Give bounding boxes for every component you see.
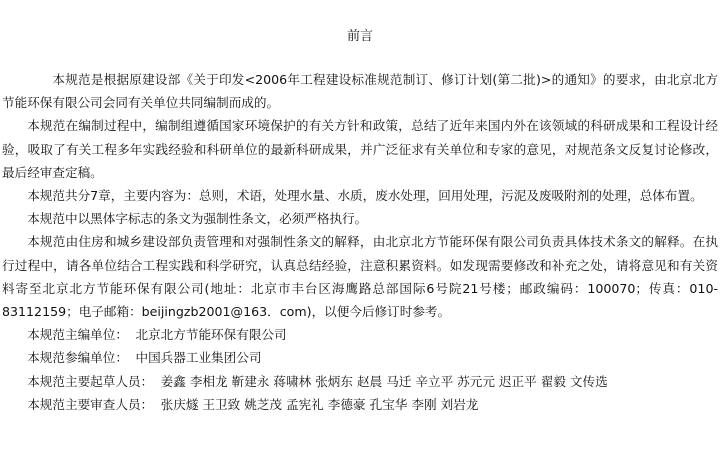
- chief-editor-line: [2, 323, 718, 346]
- document-body: [2, 68, 718, 416]
- reviewers-value: 张庆燧 王卫致 姚芝茂 孟宪礼 李德豪 孔宝华 李刚 刘岩龙: [160, 396, 479, 412]
- page-title: 前言: [346, 29, 373, 44]
- paragraph-process: 本规范在编制过程中，编制组遵循国家环境保护的有关方针和政策，总结了近年来国内外在该领域的科研成果和工程设计经验，吸取了有关工程多年实践经验和科研单位的最新科研成果，并广泛征求有关单位和专家的意见，对规范条文反复讨论修改，最后经审查定稿。: [2, 118, 718, 180]
- paragraph-origin: 本规范是根据原建设部《关于印发<2006年工程建设标准规范制订、修订计划(第二批)>的通知》的要求，由北京北方节能环保有限公司会同有关单位共同编制而成的。: [2, 72, 718, 111]
- participating-editor-label: 本规范参编单位：: [27, 350, 128, 366]
- paragraph-management: 本规范由住房和城乡建设部负责管理和对强制性条文的解释，由北京北方节能环保有限公司负责具体技术条文的解释。在执行过程中，请各单位结合工程实践和科学研究，认真总结经验，注意积累资料。如发现需要修改和补充之处，请将意见和有关资料寄至北京北方节能环保有限公司(地址：北京市丰台区海鹰路总部国际6号院21号楼；邮政编码：100070；传真：010-83112159；电子邮箱：beijingzb2001@163．com)，以便今后修订时参考。: [2, 234, 718, 320]
- drafters-value: 姜鑫 李相龙 靳建永 蒋啸林 张炳东 赵晨 马迁 辛立平 苏元元 迟正平 翟毅 文传选: [160, 373, 608, 389]
- reviewers-label: 本规范主要审查人员：: [27, 396, 154, 412]
- chief-editor-value: 北京北方节能环保有限公司: [135, 327, 287, 343]
- chief-editor-label: 本规范主编单位：: [27, 327, 128, 343]
- paragraph-chapters: 本规范共分7章，主要内容为：总则，术语，处理水量、水质，废水处理，回用处理，污泥及废吸附剂的处理，总体布置。: [27, 188, 703, 204]
- reviewers-line: [2, 393, 718, 416]
- participating-editor-line: [2, 346, 718, 369]
- drafters-label: 本规范主要起草人员：: [27, 373, 154, 389]
- paragraph-mandatory: 本规范中以黑体字标志的条文为强制性条文，必须严格执行。: [27, 211, 368, 227]
- drafters-line: [2, 370, 718, 393]
- participating-editor-value: 中国兵器工业集团公司: [135, 350, 262, 366]
